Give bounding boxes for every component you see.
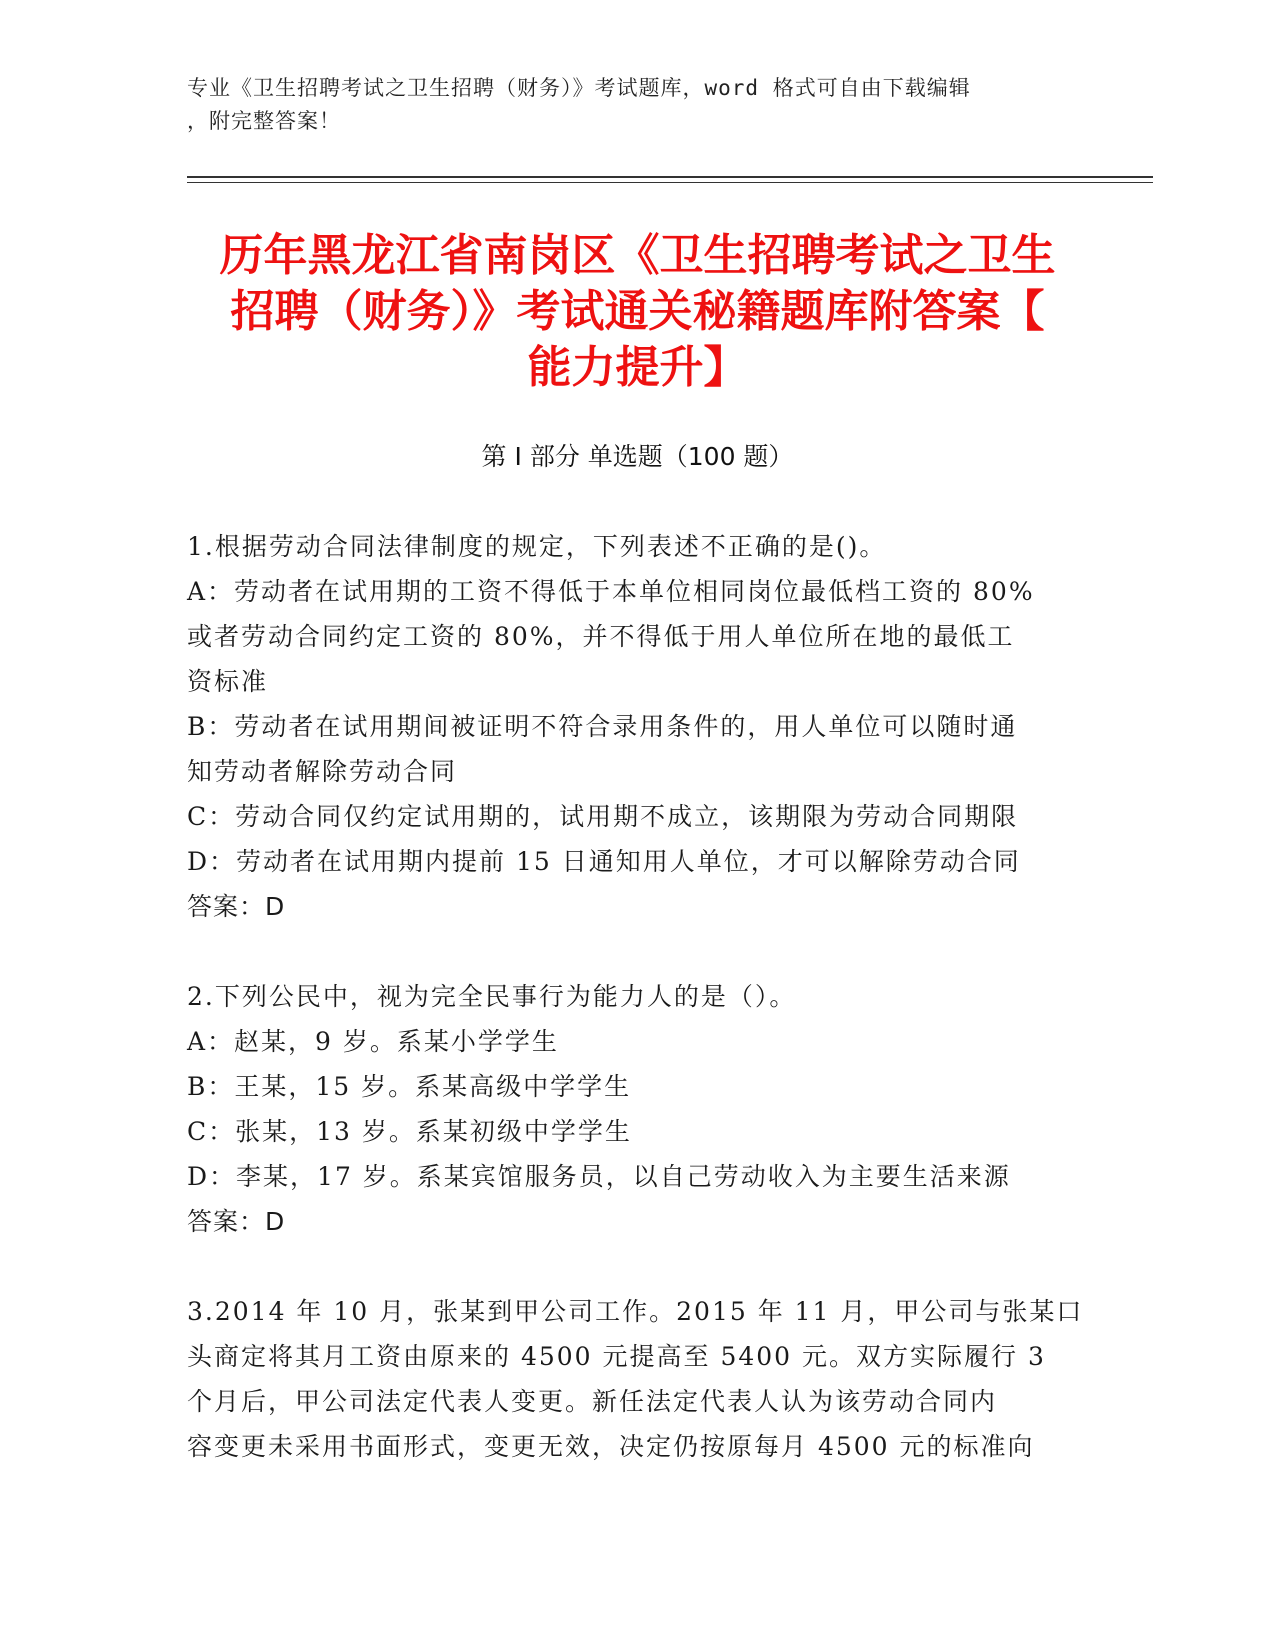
- question-option-line: D：李某，17 岁。系某宾馆服务员，以自己劳动收入为主要生活来源: [187, 1162, 1011, 1191]
- question-option-line: C：张某，13 岁。系某初级中学学生: [187, 1117, 632, 1146]
- header-note: [187, 72, 1077, 138]
- header-divider-thick: [187, 176, 1153, 178]
- document-title-line-2: 招聘（财务）》考试通关秘籍题库附答案【: [230, 286, 1045, 337]
- question-option-line: D：劳动者在试用期内提前 15 日通知用人单位，才可以解除劳动合同: [187, 847, 1021, 876]
- question-stem-line: 个月后，甲公司法定代表人变更。新任法定代表人认为该劳动合同内: [187, 1387, 998, 1416]
- question-option-line: A：赵某，9 岁。系某小学学生: [187, 1027, 559, 1056]
- question-option-line: 或者劳动合同约定工资的 80%，并不得低于用人单位所在地的最低工: [187, 622, 1015, 651]
- question-stem-line: 容变更未采用书面形式，变更无效，决定仍按原每月 4500 元的标准向: [187, 1432, 1035, 1461]
- document-title-line-3: 能力提升】: [527, 342, 748, 393]
- question-stem-line: 头商定将其月工资由原来的 4500 元提高至 5400 元。双方实际履行 3: [187, 1342, 1046, 1371]
- header-note-line-1: 专业《卫生招聘考试之卫生招聘（财务）》考试题库，word 格式可自由下载编辑: [187, 76, 971, 100]
- question-option-line: 知劳动者解除劳动合同: [187, 757, 458, 786]
- question-option-line: B：劳动者在试用期间被证明不符合录用条件的，用人单位可以随时通: [187, 712, 1018, 741]
- question-stem-line: 2.下列公民中，视为完全民事行为能力人的是（）。: [187, 982, 797, 1011]
- question-answer: 答案：D: [187, 892, 286, 921]
- header-note-line-2: ，附完整答案！: [187, 109, 341, 133]
- document-title: [190, 228, 1085, 396]
- question-stem-line: 3.2014 年 10 月，张某到甲公司工作。2015 年 11 月，甲公司与张某口: [187, 1297, 1084, 1326]
- question-stem-line: 1.根据劳动合同法律制度的规定，下列表述不正确的是()。: [187, 532, 887, 561]
- question-item: [187, 974, 1087, 1244]
- question-answer: 答案：D: [187, 1207, 286, 1236]
- document-title-line-1: 历年黑龙江省南岗区《卫生招聘考试之卫生: [219, 230, 1056, 281]
- question-option-line: B：王某，15 岁。系某高级中学学生: [187, 1072, 632, 1101]
- section-title: 第 I 部分 单选题（100 题）: [481, 442, 794, 471]
- question-option-line: A：劳动者在试用期的工资不得低于本单位相同岗位最低档工资的 80%: [187, 577, 1035, 606]
- question-list: [187, 524, 1087, 1514]
- question-item: [187, 1289, 1087, 1469]
- header-divider-thin: [187, 182, 1153, 183]
- question-option-line: C：劳动合同仅约定试用期的，试用期不成立，该期限为劳动合同期限: [187, 802, 1019, 831]
- question-option-line: 资标准: [187, 667, 269, 696]
- question-item: [187, 524, 1087, 929]
